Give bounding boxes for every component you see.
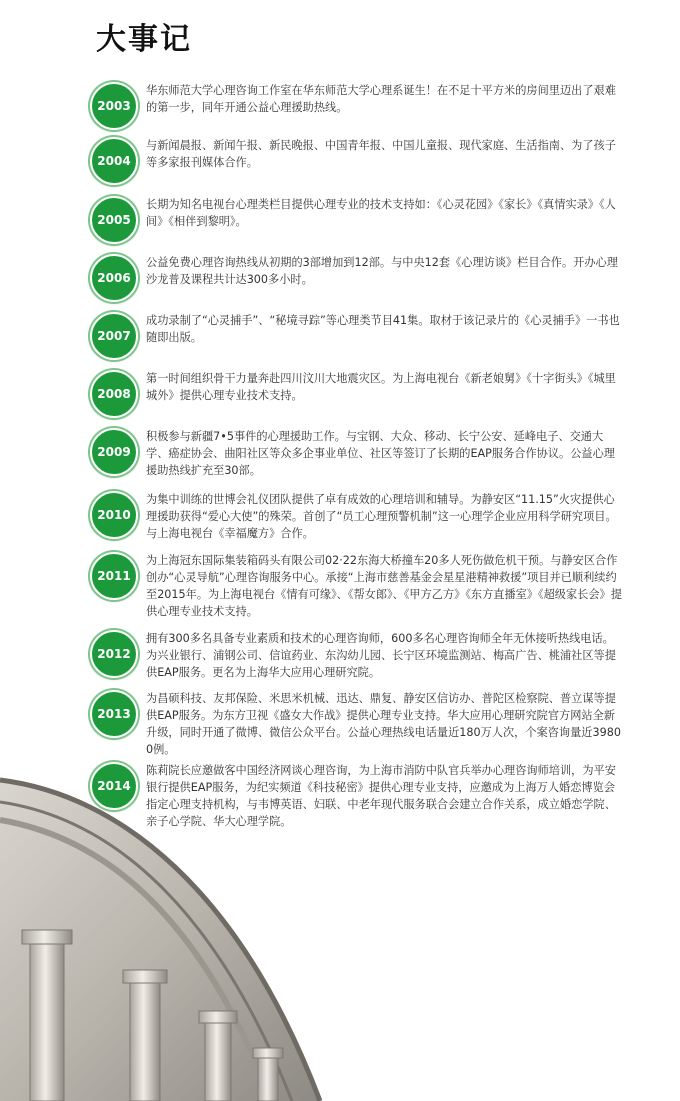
entry-text: 公益免费心理咨询热线从初期的3部增加到12部。与中央12套《心理访谈》栏目合作。开办心理沙龙普及课程共计达300多小时。 bbox=[146, 256, 618, 286]
year-badge: 2008 bbox=[90, 370, 138, 418]
year-badge: 2003 bbox=[90, 82, 138, 130]
entry-text: 为上海冠东国际集装箱码头有限公司02·22东海大桥撞车20多人死伤做危机干预。与静安区合作创办“心灵导航”心理咨询服务中心。承接“上海市慈善基金会星星港精神救援”项目并已顺利续约至2015年。为上海电视台《情有可缘》、《帮女郎》、《甲方乙方》《东方直播室》《超级家长会》提供心理专业技术支持。 bbox=[146, 554, 622, 618]
year-badge: 2012 bbox=[90, 630, 138, 678]
page-title: 大事记 bbox=[96, 22, 192, 57]
entry-text: 积极参与新疆7•5事件的心理援助工作。与宝钢、大众、移动、长宁公安、延峰电子、交通大学、癌症协会、曲阳社区等众多企事业单位、社区等签订了长期的EAP服务合作协议。公益心理援助热线扩充至30部。 bbox=[146, 430, 615, 477]
entry-text: 华东师范大学心理咨询工作室在华东师范大学心理系诞生！在不足十平方米的房间里迈出了艰难的第一步，同年开通公益心理援助热线。 bbox=[146, 84, 616, 114]
entry-text: 长期为知名电视台心理类栏目提供心理专业的技术支持如：《心灵花园》《家长》《真情实录》《人间》《相伴到黎明》。 bbox=[146, 198, 616, 228]
entry-text: 为集中训练的世博会礼仪团队提供了卓有成效的心理培训和辅导。为静安区“11.15”火灾提供心理援助获得“爱心大使”的殊荣。首创了“员工心理预警机制”这一心理学企业应用科学研究项目。与上海电视台《幸福魔方》合作。 bbox=[146, 493, 617, 540]
year-badge: 2013 bbox=[90, 690, 138, 738]
year-badge: 2006 bbox=[90, 254, 138, 302]
entry-text: 成功录制了“心灵捕手”、“秘境寻踪”等心理类节目41集。取材于该记录片的《心灵捕手》一书也随即出版。 bbox=[146, 314, 620, 344]
year-badge: 2005 bbox=[90, 196, 138, 244]
entry-text: 陈莉院长应邀做客中国经济网谈心理咨询，为上海市消防中队官兵举办心理咨询师培训，为平安银行提供EAP服务，为纪实频道《科技秘密》提供心理专业支持，应邀成为上海万人婚恋博览会指定心理支持机构，与韦博英语、妇联、中老年现代服务联合会建立合作关系，成立婚恋学院、亲子心学院、华大心理学院。 bbox=[146, 764, 616, 828]
year-badge: 2014 bbox=[90, 762, 138, 810]
entry-text: 为昌硕科技、友邦保险、米思米机械、迅达、鼎复、静安区信访办、普陀区检察院、普立谋等提供EAP服务。为东方卫视《盛女大作战》提供心理专业支持。华大应用心理研究院官方网站全新升级，同时开通了微博、微信公众平台。公益心理热线电话量近180万人次，个案咨询量近39800例。 bbox=[146, 692, 621, 756]
year-badge: 2010 bbox=[90, 491, 138, 539]
entry-text: 第一时间组织骨干力量奔赴四川汶川大地震灾区。为上海电视台《新老娘舅》《十字街头》《城里城外》提供心理专业技术支持。 bbox=[146, 372, 616, 402]
entry-text: 拥有300多名具备专业素质和技术的心理咨询师，600多名心理咨询师全年无休接听热线电话。为兴业银行、浦钢公司、信谊药业、东沟幼儿园、长宁区环境监测站、梅高广告、桃浦社区等提供EAP服务。更名为上海华大应用心理研究院。 bbox=[146, 632, 616, 679]
entry-text: 与新闻晨报、新闻午报、新民晚报、中国青年报、中国儿童报、现代家庭、生活指南、为了孩子等多家报刊媒体合作。 bbox=[146, 139, 616, 169]
year-badge: 2009 bbox=[90, 428, 138, 476]
year-badge: 2004 bbox=[90, 137, 138, 185]
year-badge: 2011 bbox=[90, 552, 138, 600]
year-badge: 2007 bbox=[90, 312, 138, 360]
